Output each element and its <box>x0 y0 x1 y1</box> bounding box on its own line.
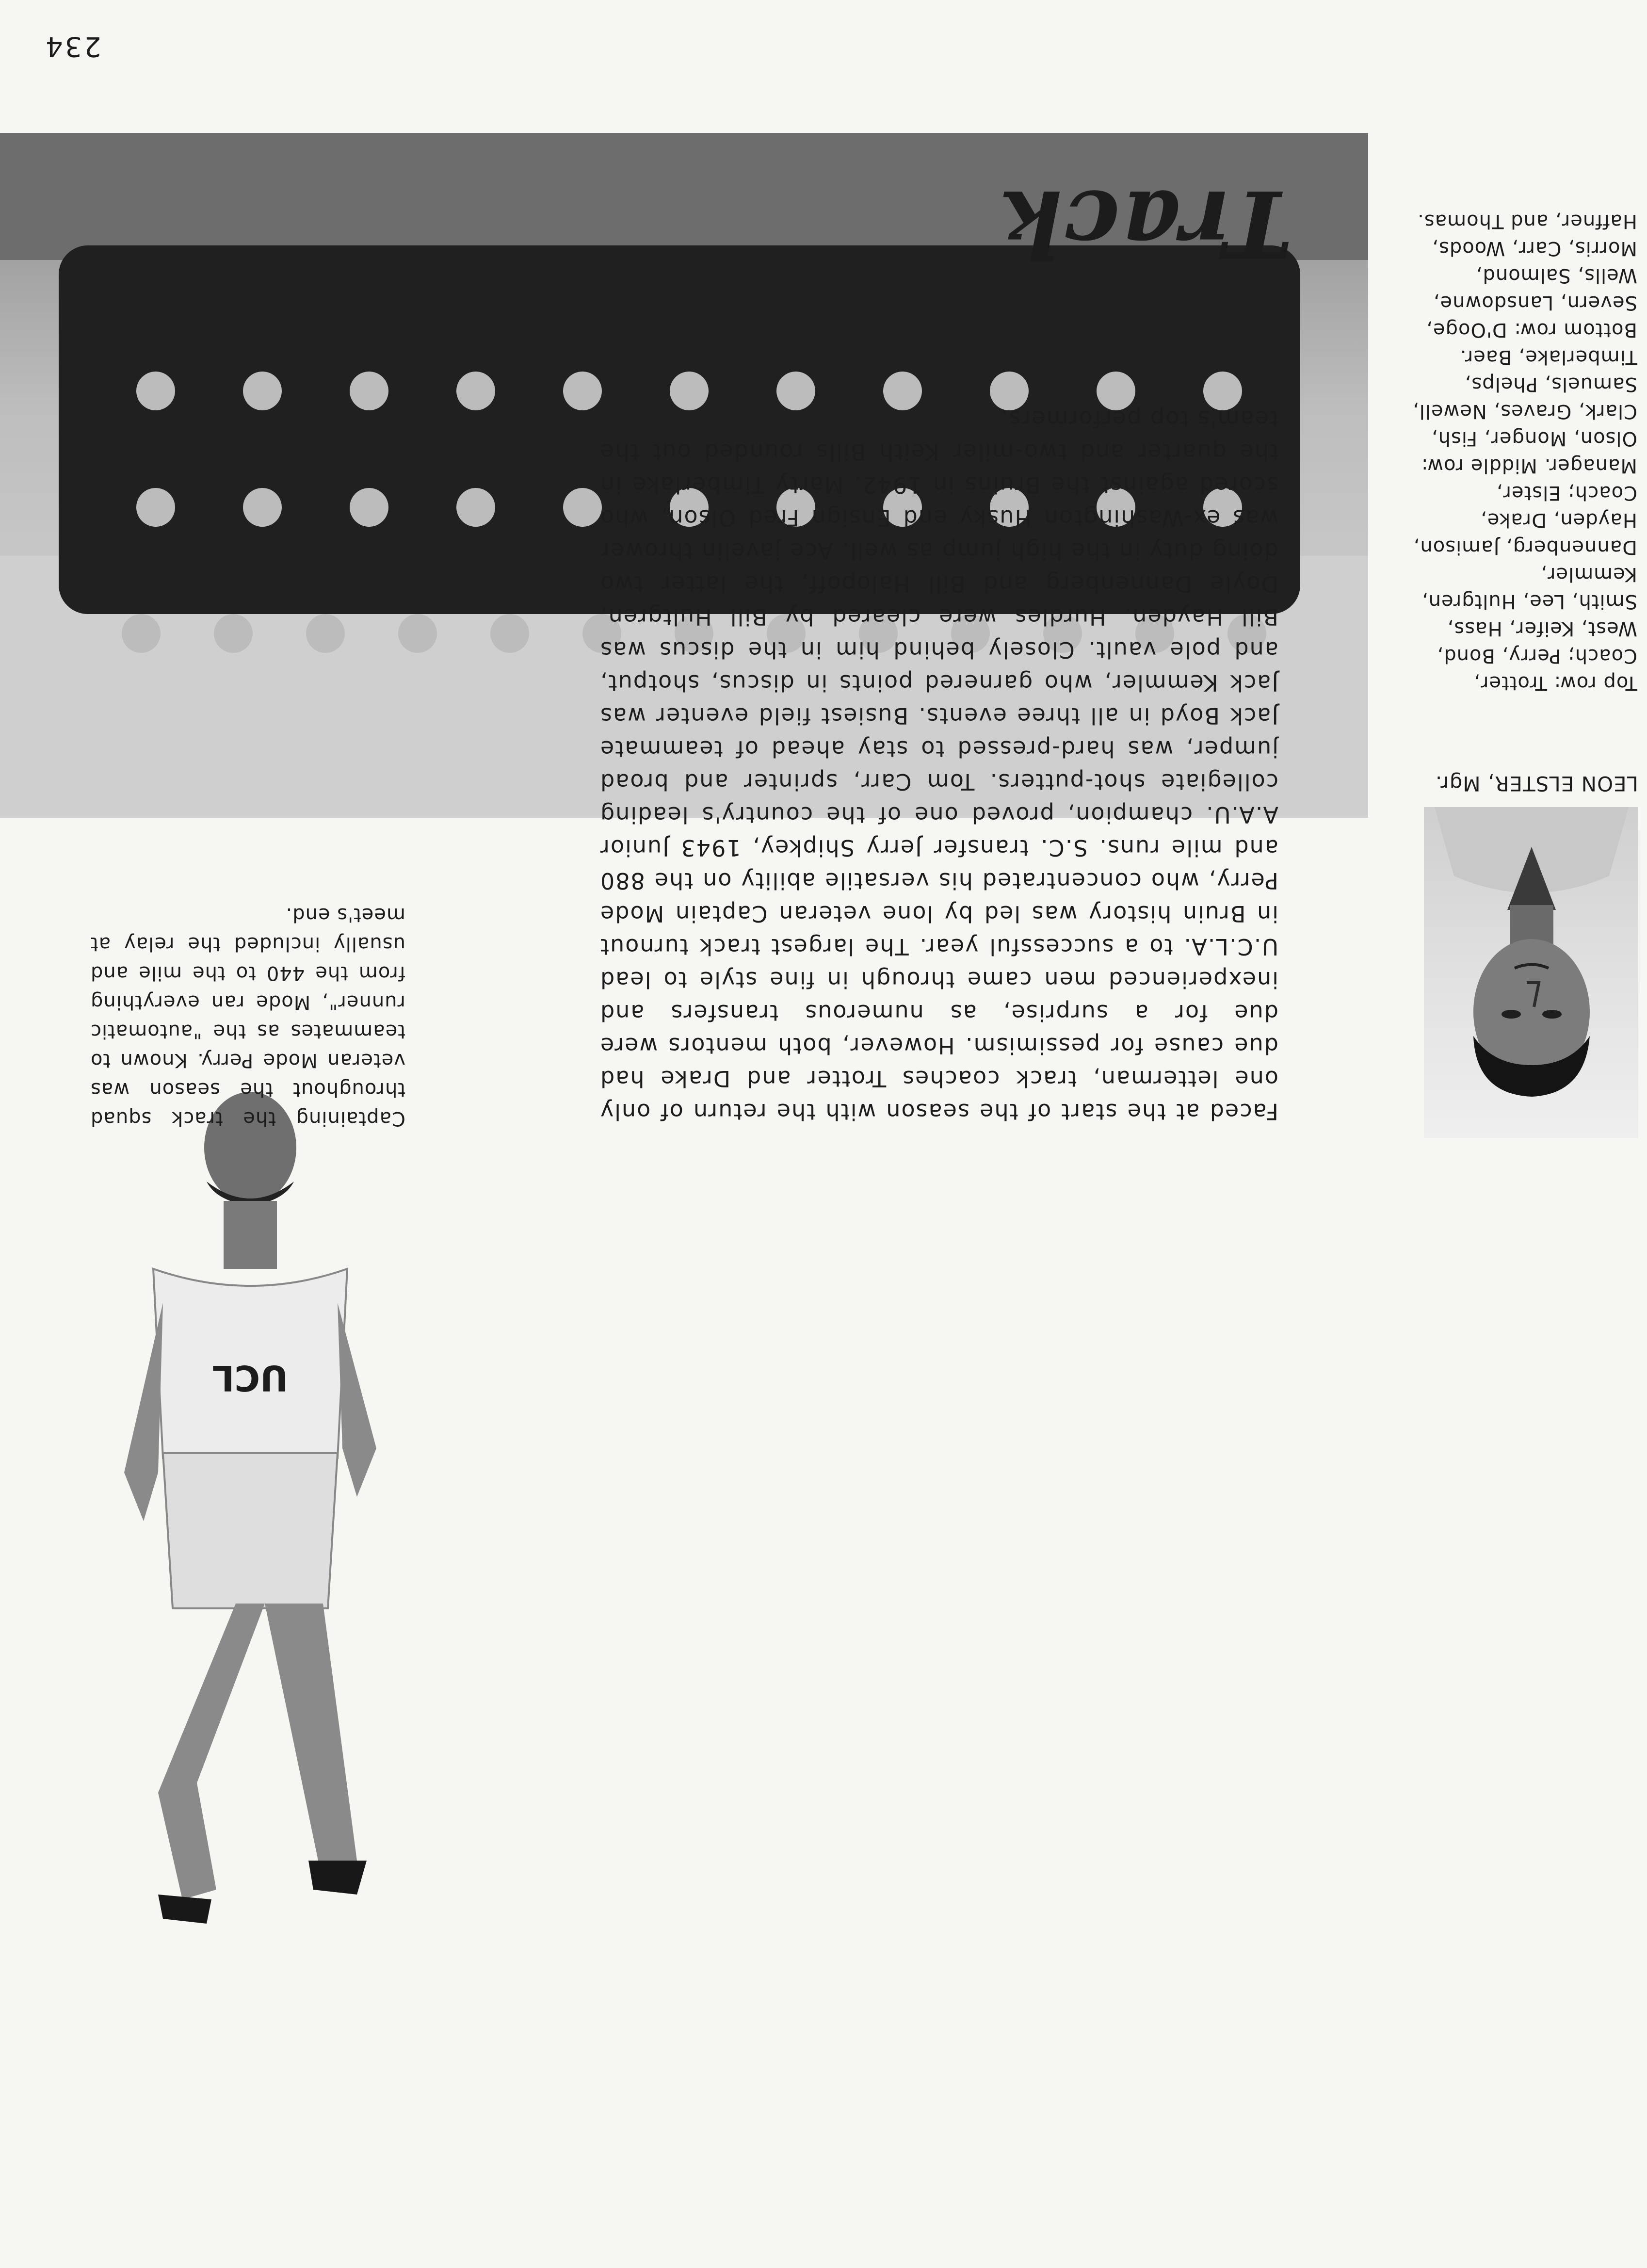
page-number: 234 <box>44 31 101 62</box>
manager-portrait-figure <box>1424 807 1638 1138</box>
article-body: Faced at the start of the season with the return of only one letterman, track coaches Trotter and Drake had due cause for pessimism. However, both mentors were due for a surprise, as numerous transfers and inexperienced men came through in fine style to lead U.C.L.A. to a successful year. The largest track turnout in Bruin history was led by lone veteran Captain Mode Perry, who concentrated his versatile ability on the 880 and mile runs. S.C. transfer Jerry Shipkey, 1943 Junior A.A.U. champion, proved one of the country's leading collegiate shot-putters. Tom Carr, sprinter and broad jumper, was hard-pressed to stay ahead of teammate Jack Boyd in all three events. Busiest field eventer was Jack Kemmler, who garnered points in discus, shotput, and pole vault. Closely behind him in the discus was Bill Hayden. Hurdles were cleared by Bill Hultgren, Doyle Dannenberg and Bill Halopoff, the latter two doing duty in the high jump as well. Ace javelin thrower was ex-Washington Husky end Ensign Fred Olson, who scored against the Bruins in 1942. Marty Timberlake in the quarter and two-miler Keith Bills rounded out the team's top performers. <box>599 406 1278 1125</box>
runner-figure <box>114 1046 386 2103</box>
runner-photo <box>114 1046 386 2103</box>
runner-jersey-letters: UCL <box>212 1358 289 1398</box>
manager-portrait <box>1424 807 1638 1138</box>
section-title: Track <box>998 170 1293 278</box>
manager-caption: LEON ELSTER, Mgr. <box>1435 772 1638 795</box>
team-photo-caption: Top row: Trotter, Coach; Perry, Bond, West, Keifer, Hass, Smith, Lee, Hultgren, Kemmler, Dannenberg, Jamison, Hayden, Drake, Coach; Elster, Manager. Middle row: Olson, Monger, Fish, Clark, Graves, Newell, Samuels, Phelps, Timberlake, Baer. Bottom row: D'Ooge, Severn, Lansdowne, Wells, Salmond, Morris, Carr, Woods, Haffner, and Thomas. <box>1412 210 1637 694</box>
runner-caption: Captaining the track squad throughout the season was veteran Mode Perry. Known to teammates as the "automatic runner", Mode ran everything from the 440 to the mile and usually included the relay at meet's end. <box>90 904 405 1130</box>
